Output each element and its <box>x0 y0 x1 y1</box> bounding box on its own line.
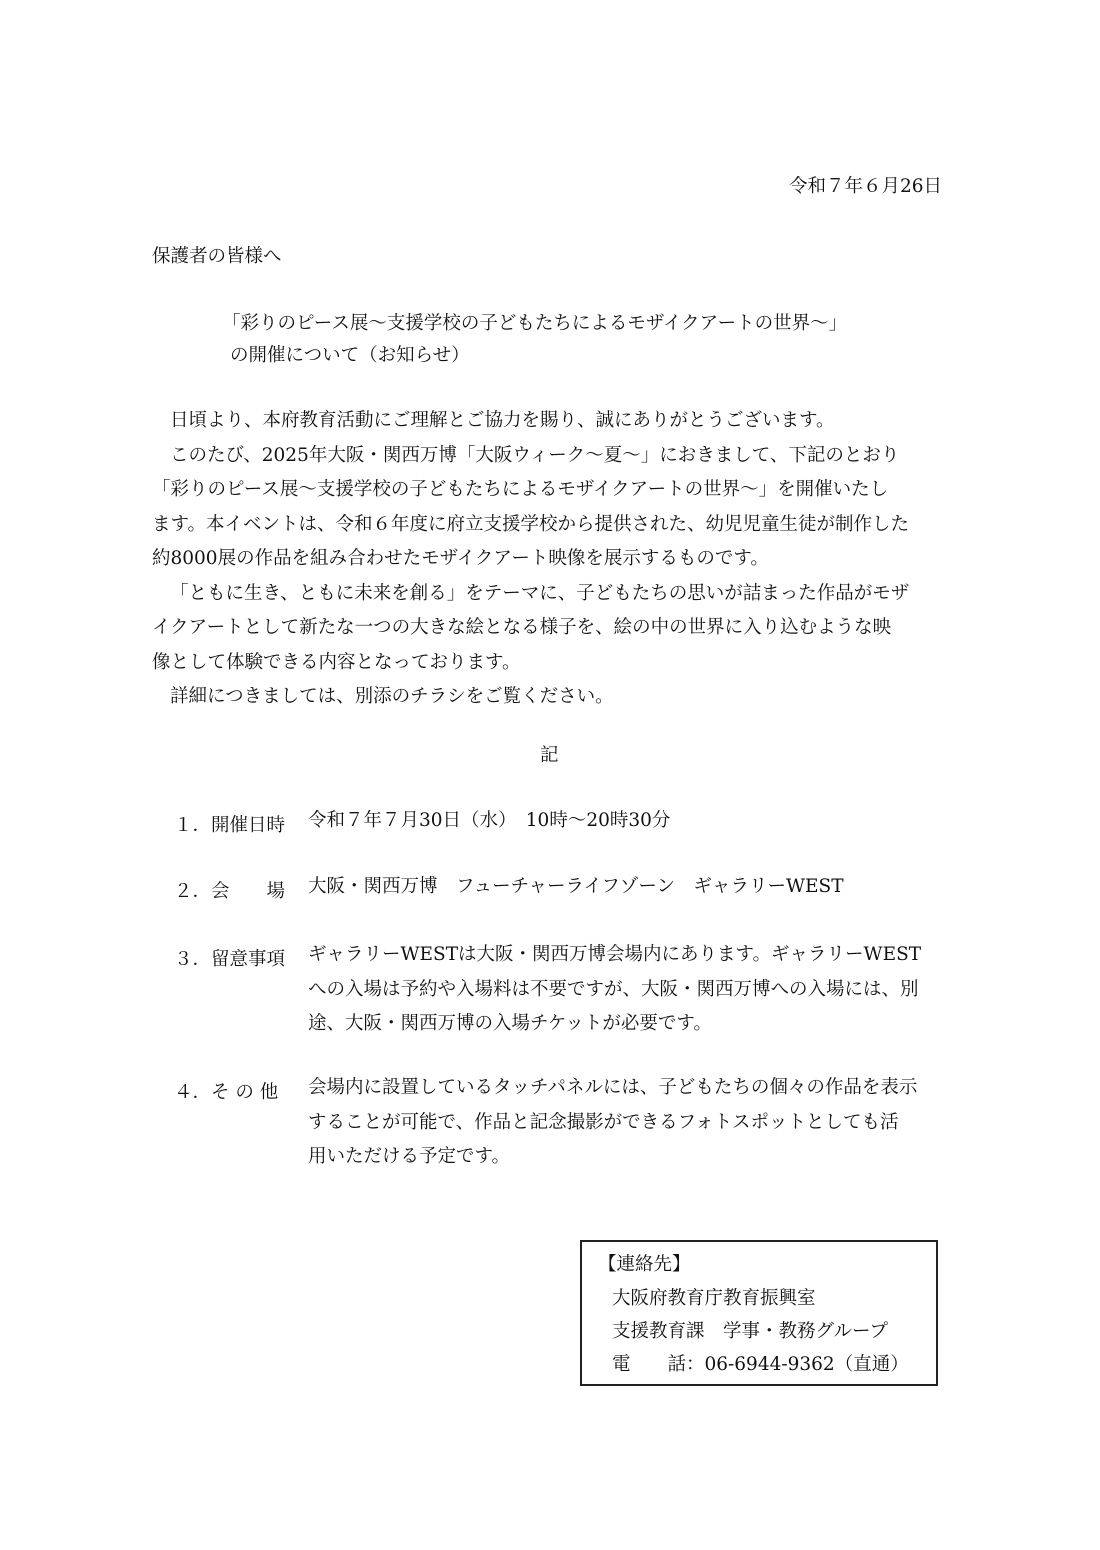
item-line: することが可能で、作品と記念撮影ができるフォトスポットとしても活 <box>308 1111 899 1133</box>
item-label-other: ４．そ の 他 <box>174 1082 279 1103</box>
item-label-venue: ２．会 場 <box>174 881 286 902</box>
contact-phone: 電 話：06-6944-9362（直通） <box>612 1354 909 1375</box>
item-content-venue <box>308 870 844 905</box>
contact-box <box>580 1240 938 1386</box>
body-line: 像として体験できる内容となっております。 <box>152 651 521 673</box>
contact-office: 大阪府教育庁教育振興室 <box>612 1288 816 1309</box>
document-title-line-1: 「彩りのピース展〜支援学校の子どもたちによるモザイクアートの世界〜」 <box>222 313 848 334</box>
body-line: ます。本イベントは、令和６年度に府立支援学校から提供された、幼児児童生徒が制作した <box>152 513 910 535</box>
body-line: 「ともに生き、ともに未来を創る」をテーマに、子どもたちの思いが詰まった作品がモザ <box>170 582 910 604</box>
item-line: 大阪・関西万博 フューチャーライフゾーン ギャラリーWEST <box>308 876 844 897</box>
item-content-other <box>308 1071 917 1175</box>
document-title-line-2: の開催について（お知らせ） <box>230 345 470 366</box>
addressee: 保護者の皆様へ <box>152 246 282 267</box>
body-line: 約8000展の作品を組み合わせたモザイクアート映像を展示するものです。 <box>152 548 769 569</box>
document-date: 令和７年６月26日 <box>788 176 942 197</box>
body-text <box>152 404 942 715</box>
item-line: ギャラリーWESTは大阪・関西万博会場内にあります。ギャラリーWEST <box>308 944 922 965</box>
item-line: への入場は予約や入場料は不要ですが、大阪・関西万博への入場には、別 <box>308 978 919 1000</box>
item-content-date-time <box>308 804 670 839</box>
ki-heading: 記 <box>540 745 559 766</box>
contact-section: 支援教育課 学事・教務グループ <box>612 1321 889 1342</box>
item-line: 途、大阪・関西万博の入場チケットが必要です。 <box>308 1013 712 1034</box>
body-line: 「彩りのピース展〜支援学校の子どもたちによるモザイクアートの世界〜」を開催いたし <box>152 479 889 500</box>
item-label-date-time: １．開催日時 <box>174 815 286 836</box>
item-line: 会場内に設置しているタッチパネルには、子どもたちの個々の作品を表示 <box>308 1077 918 1098</box>
body-line: 日頃より、本府教育活動にご理解とご協力を賜り、誠にありがとうございます。 <box>170 410 835 431</box>
body-line: イクアートとして新たな一つの大きな絵となる様子を、絵の中の世界に入り込むような映 <box>152 617 892 638</box>
item-line: 用いただける予定です。 <box>308 1146 511 1167</box>
body-line: このたび、2025年大阪・関西万博「大阪ウィーク〜夏〜」におきまして、下記のとおり <box>170 444 900 466</box>
item-line: 令和７年７月30日（水） 10時〜20時30分 <box>308 810 671 831</box>
body-line: 詳細につきましては、別添のチラシをご覧ください。 <box>170 686 614 707</box>
contact-heading: 【連絡先】 <box>598 1254 691 1275</box>
item-content-notes <box>308 938 921 1042</box>
item-label-notes: ３．留意事項 <box>174 949 286 970</box>
